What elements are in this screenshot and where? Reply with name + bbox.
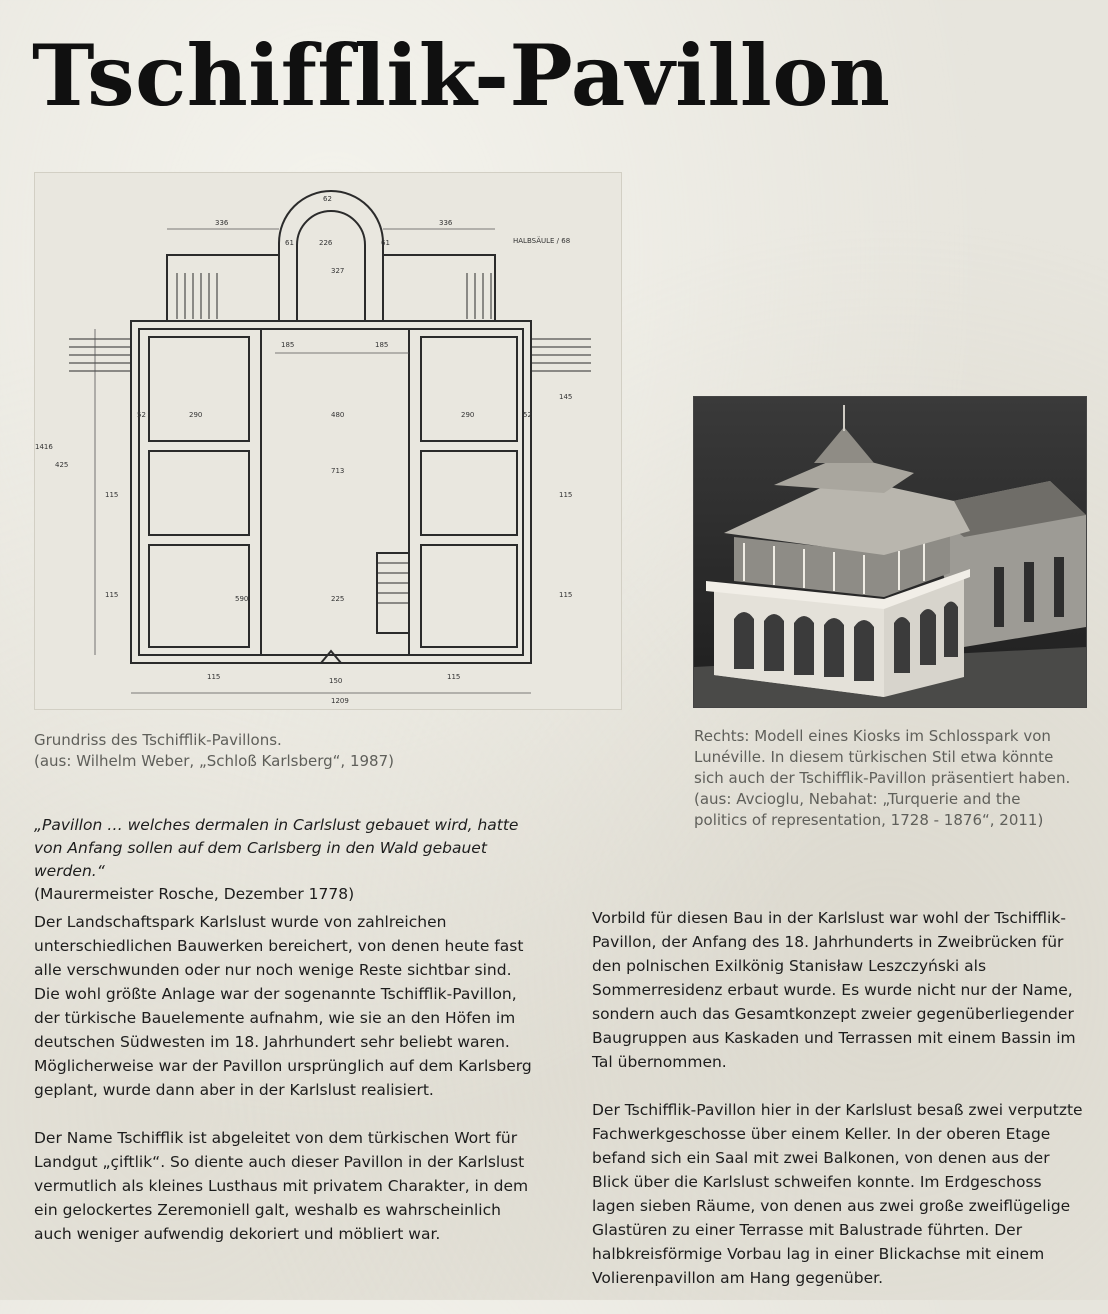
dim-label: 336 [215,219,229,227]
dim-label: 185 [375,341,389,349]
floor-plan-caption [34,730,434,772]
photo-caption: Rechts: Modell eines Kiosks im Schlosspark von Lunéville. In diesem türkischen Stil etwa könnte sich auch der Tschifflik-Pavillon präsentiert haben. (aus: Avcioglu, Nebahat: „Turquerie and the politics of representation, 1728 - 1876“, 2011) [694,727,1071,829]
body-column-left [34,910,534,1270]
dim-label: 61 [285,239,294,247]
quote-source: (Maurermeister Rosche, Dezember 1778) [34,885,355,903]
dim-label: 62 [323,195,332,203]
quote-text: „Pavillon … welches dermalen in Carlslust gebauet wird, hatte von Anfang sollen auf dem Carlsberg in den Wald gebauet werden.“ [34,816,519,880]
dim-label: 226 [319,239,333,247]
dim-label: 150 [329,677,343,685]
caption-line: Grundriss des Tschifflik-Pavillons. [34,731,282,749]
caption-source: (aus: Wilhelm Weber, „Schloß Karlsberg“, 1987) [34,752,394,770]
page-title: Tschifflik-Pavillon [32,26,891,125]
dim-label: 145 [559,393,573,401]
dim-label: 290 [461,411,475,419]
dim-label: 425 [55,461,69,469]
dim-label: 115 [447,673,461,681]
dim-label: HALBSÄULE / 68 [513,237,571,245]
paragraph: Der Landschaftspark Karlslust wurde von zahlreichen unterschiedlichen Bauwerken bereichert, von denen heute fast alle verschwunden oder nur noch wenige Reste sichtbar sind. Die wohl größte Anlage war der sogenannte Tschifflik-Pavillon, der türkische Bauelemente aufnahm, wie sie an den Höfen im deutschen Südwesten im 18. Jahrhundert sehr beliebt waren. Möglicherweise war der Pavillon ursprünglich auf dem Karlsberg geplant, wurde dann aber in der Karlslust realisiert. [34,913,532,1099]
dim-label: 185 [281,341,295,349]
dim-label: 1209 [331,697,349,705]
dim-label: 115 [105,491,119,499]
dim-label: 1416 [35,443,53,451]
dim-label: 52 [523,411,532,419]
dim-label: 225 [331,595,345,603]
kiosk-model-photo [693,396,1087,708]
body-column-right [592,906,1084,1314]
dim-label: 590 [235,595,249,603]
historical-quote [34,814,534,906]
dim-label: 480 [331,411,345,419]
dim-label: 713 [331,467,345,475]
floor-plan-drawing [34,172,622,710]
dim-label: 290 [189,411,203,419]
paragraph: Vorbild für diesen Bau in der Karlslust war wohl der Tschifflik-Pavillon, der Anfang des 18. Jahrhunderts in Zweibrücken für den polnischen Exilkönig Stanisław Leszczyński als Sommerresidenz erbaut wurde. Es wurde nicht nur der Name, sondern auch das Gesamtkonzept zweier gegenüberliegender Baugruppen aus Kaskaden und Terrassen mit einem Bassin im Tal übernommen. [592,909,1076,1071]
dim-label: 336 [439,219,453,227]
dim-label: 115 [559,491,573,499]
dim-label: 52 [137,411,146,419]
paragraph: Der Tschifflik-Pavillon hier in der Karlslust besaß zwei verputzte Fachwerkgeschosse über einem Keller. In der oberen Etage befand sich ein Saal mit zwei Balkonen, von denen aus der Blick über die Karlslust schweifen konnte. Im Erdgeschoss lagen sieben Räume, von denen aus zwei große zweiflügelige Glastüren zu einer Terrasse mit Balustrade führten. Der halbkreisförmige Vorbau lag in einer Blickachse mit einem Volierenpavillon am Hang gegenüber. [592,1101,1083,1287]
dim-label: 115 [105,591,119,599]
dim-label: 115 [559,591,573,599]
dim-label: 327 [331,267,345,275]
paragraph: Der Name Tschifflik ist abgeleitet von dem türkischen Wort für Landgut „çiftlik“. So diente auch dieser Pavillon in der Karlslust vermutlich als kleines Lusthaus mit privatem Charakter, in dem ein gelockertes Zeremoniell galt, weshalb es wahrscheinlich auch weniger aufwendig dekoriert und möbliert war. [34,1129,529,1243]
dim-label: 61 [381,239,390,247]
dim-label: 115 [207,673,221,681]
